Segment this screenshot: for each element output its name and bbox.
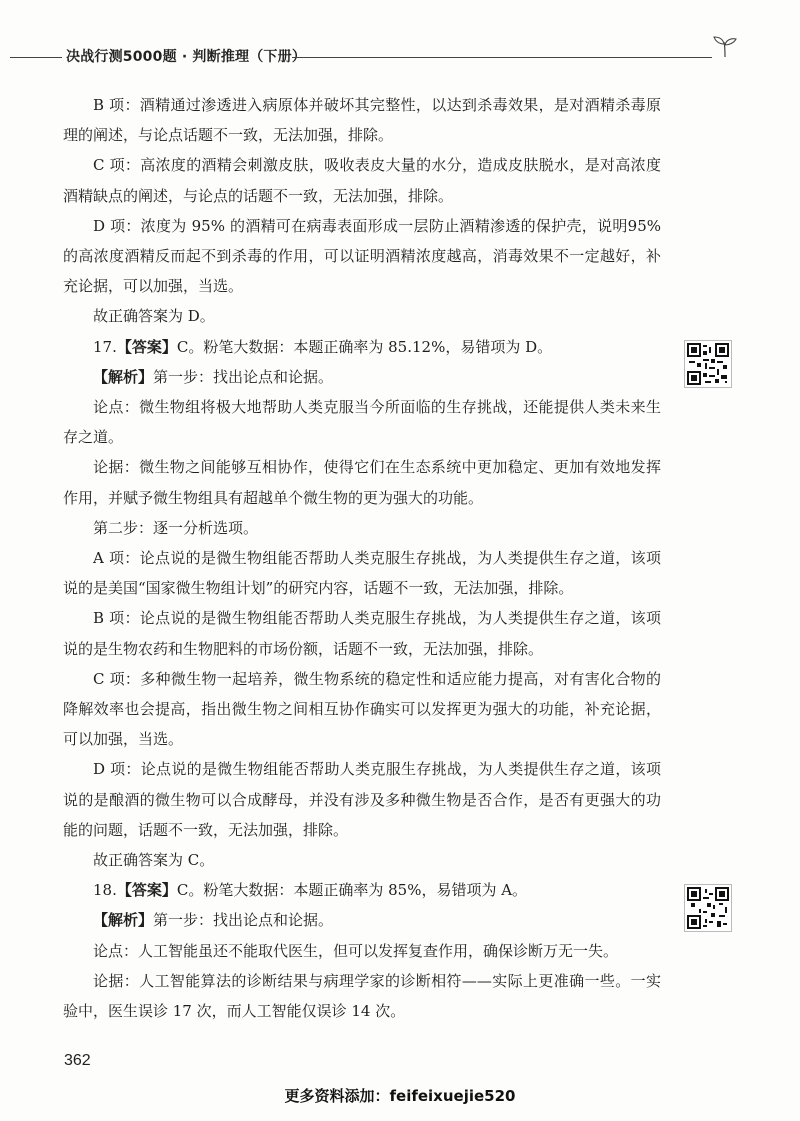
option-d-analysis: D 项：浓度为 95% 的酒精可在病毒表面形成一层防止酒精渗透的保护壳，说明95% 的高浓度酒精反而起不到杀毒的作用，可以证明酒精浓度越高，消毒效果不一定越好，补充论据，可以加强，当选。 bbox=[63, 216, 661, 296]
q18-thesis: 论点：人工智能虽还不能取代医生，但可以发挥复查作用，确保诊断万无一失。 bbox=[93, 941, 619, 960]
page-number: 362 bbox=[64, 1052, 91, 1069]
sprout-icon bbox=[712, 36, 738, 58]
footer-note: 更多资料添加：feifeixuejie520 bbox=[284, 1087, 516, 1105]
q17-answer-text: C。粉笔大数据：本题正确率为 85.12%，易错项为 D。 bbox=[176, 337, 553, 356]
q17-thesis: 论点：微生物组将极大地帮助人类克服当今所面临的生存挑战，还能提供人类未来生存之道。 bbox=[63, 398, 661, 447]
book-title: 决战行测5000题 · 判断推理（下册） bbox=[66, 49, 307, 65]
q17-conclusion: 故正确答案为 C。 bbox=[93, 851, 215, 870]
answer-label: 【答案】 bbox=[116, 337, 177, 356]
header-rule-right bbox=[292, 57, 712, 58]
q17-option-a: A 项：论点说的是微生物组能否帮助人类克服生存挑战，为人类提供生存之道，该项说的是美国“国家微生物组计划”的研究内容，话题不一致，无法加强，排除。 bbox=[63, 549, 661, 598]
q17-analysis-heading bbox=[63, 362, 661, 392]
q17-option-d: D 项：论点说的是微生物组能否帮助人类克服生存挑战，为人类提供生存之道，该项说的是酿酒的微生物可以合成酵母，并没有涉及多种微生物是否合作，是否有更强大的功能的问题，话题不一致，无法加强，排除。 bbox=[63, 760, 661, 839]
option-c-analysis: C 项：高浓度的酒精会刺激皮肤，吸收表皮大量的水分，造成皮肤脱水，是对高浓度酒精缺点的阐述，与论点的话题不一致，无法加强，排除。 bbox=[63, 156, 661, 205]
q17-step1: 第一步：找出论点和论据。 bbox=[153, 367, 334, 386]
qr-code-icon[interactable] bbox=[684, 340, 732, 388]
q18-number: 18. bbox=[93, 881, 117, 900]
q17-step2: 第二步：逐一分析选项。 bbox=[93, 518, 259, 537]
analysis-label: 【解析】 bbox=[93, 911, 154, 930]
q17-option-b: B 项：论点说的是微生物组能否帮助人类克服生存挑战，为人类提供生存之道，该项说的是生物农药和生物肥料的市场份额，话题不一致，无法加强，排除。 bbox=[63, 609, 661, 658]
q17-option-c: C 项：多种微生物一起培养，微生物系统的稳定性和适应能力提高，对有害化合物的降解效率也会提高，指出微生物之间相互协作确实可以发挥更为强大的功能，补充论据，可以加强，当选。 bbox=[63, 669, 661, 749]
answer-label: 【答案】 bbox=[116, 881, 177, 900]
page-body bbox=[63, 90, 661, 1026]
q18-answer bbox=[63, 875, 661, 905]
answer-conclusion: 故正确答案为 D。 bbox=[93, 307, 215, 326]
running-header bbox=[0, 46, 800, 68]
q18-step1: 第一步：找出论点和论据。 bbox=[153, 911, 334, 930]
analysis-label: 【解析】 bbox=[93, 367, 154, 386]
qr-code-icon[interactable] bbox=[684, 884, 732, 932]
q18-answer-text: C。粉笔大数据：本题正确率为 85%，易错项为 A。 bbox=[176, 881, 528, 900]
q18-evidence: 论据：人工智能算法的诊断结果与病理学家的诊断相符——实际上更准确一些。一实验中，医生误诊 17 次，而人工智能仅误诊 14 次。 bbox=[63, 971, 661, 1021]
option-b-analysis: B 项：酒精通过渗透进入病原体并破坏其完整性，以达到杀毒效果，是对酒精杀毒原理的阐述，与论点话题不一致，无法加强，排除。 bbox=[63, 96, 661, 145]
q18-analysis-heading bbox=[63, 905, 661, 935]
q17-evidence: 论据：微生物之间能够互相协作，使得它们在生态系统中更加稳定、更加有效地发挥作用，并赋予微生物组具有超越单个微生物的更为强大的功能。 bbox=[63, 458, 661, 507]
q17-answer bbox=[63, 332, 661, 362]
header-rule-left bbox=[10, 57, 62, 58]
q17-number: 17. bbox=[93, 337, 117, 356]
